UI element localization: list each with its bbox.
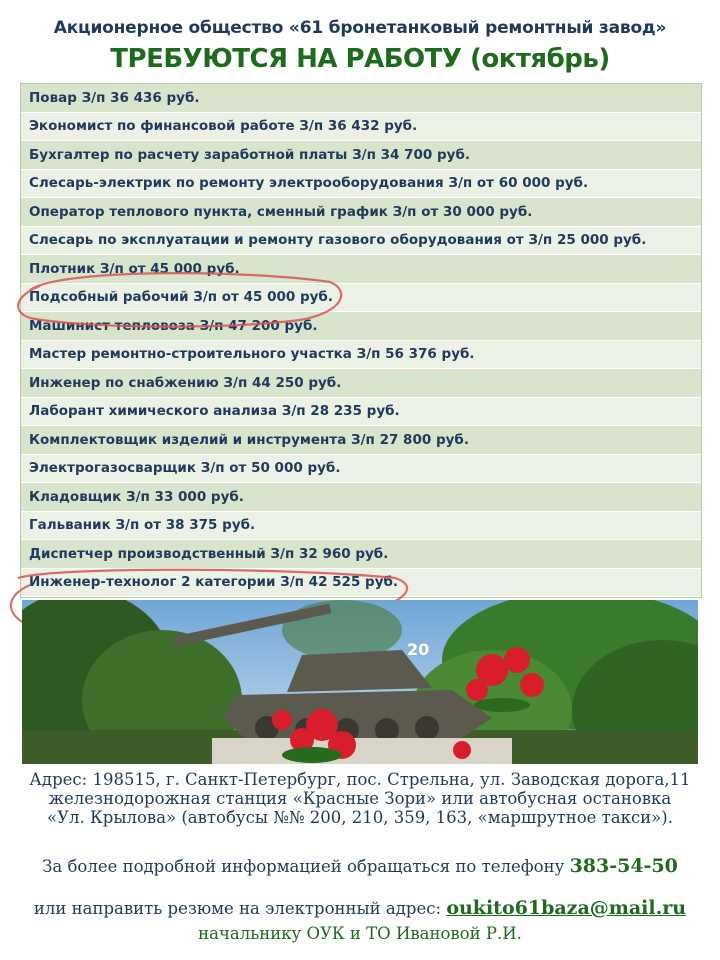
company-name: Акционерное общество «61 бронетанковый ремонтный завод» [53, 18, 667, 38]
vacancy-row: Комплектовщик изделий и инструмента З/п 27 800 руб. [21, 426, 701, 455]
vacancy-row: Кладовщик З/п 33 000 руб. [21, 483, 701, 512]
vacancy-row: Бухгалтер по расчету заработной платы З/п 34 700 руб. [21, 141, 701, 170]
tank-monument-photo [22, 600, 698, 764]
vacancy-row: Электрогазосварщик З/п от 50 000 руб. [21, 455, 701, 484]
page-title: ТРЕБУЮТСЯ НА РАБОТУ (октябрь) [110, 44, 610, 74]
vacancy-row: Плотник З/п от 45 000 руб. [21, 255, 701, 284]
address-line: Адрес: 198515, г. Санкт-Петербург, пос. Стрельна, ул. Заводская дорога,11 [29, 770, 691, 789]
recipient: начальнику ОУК и ТО Ивановой Р.И. [198, 924, 522, 943]
phone-line [20, 855, 700, 877]
vacancy-list [20, 83, 702, 598]
email-link[interactable]: oukito61baza@mail.ru [446, 897, 687, 919]
vacancy-row: Повар З/п 36 436 руб. [21, 84, 701, 113]
email-line [20, 897, 700, 919]
vacancy-row: Инженер-технолог 2 категории З/п 42 525 руб. [21, 569, 701, 598]
vacancy-row: Диспетчер производственный З/п 32 960 руб. [21, 540, 701, 569]
vacancy-row: Машинист тепловоза З/п 47 200 руб. [21, 312, 701, 341]
tank-marking: 20 [407, 640, 430, 659]
vacancy-row: Инженер по снабжению З/п 44 250 руб. [21, 369, 701, 398]
phone-label: За более подробной информацией обращаться по телефону [42, 857, 565, 876]
phone-number[interactable]: 383-54-50 [569, 855, 678, 877]
vacancy-row: Мастер ремонтно-строительного участка З/п 56 376 руб. [21, 341, 701, 370]
vacancy-row: Гальваник З/п от 38 375 руб. [21, 512, 701, 541]
email-label: или направить резюме на электронный адрес: [33, 899, 442, 918]
address-block [20, 770, 700, 827]
vacancy-row: Слесарь-электрик по ремонту электрооборудования З/п от 60 000 руб. [21, 170, 701, 199]
vacancy-row: Оператор теплового пункта, сменный график З/п от 30 000 руб. [21, 198, 701, 227]
vacancy-row: Экономист по финансовой работе З/п 36 432 руб. [21, 113, 701, 142]
vacancy-row: Подсобный рабочий З/п от 45 000 руб. [21, 284, 701, 313]
vacancy-row: Слесарь по эксплуатации и ремонту газового оборудования от З/п 25 000 руб. [21, 227, 701, 256]
address-line: «Ул. Крылова» (автобусы №№ 200, 210, 359, 163, «маршрутное такси»). [47, 808, 673, 827]
vacancy-row: Лаборант химического анализа З/п 28 235 руб. [21, 398, 701, 427]
address-line: железнодорожная станция «Красные Зори» или автобусная остановка [48, 789, 672, 808]
